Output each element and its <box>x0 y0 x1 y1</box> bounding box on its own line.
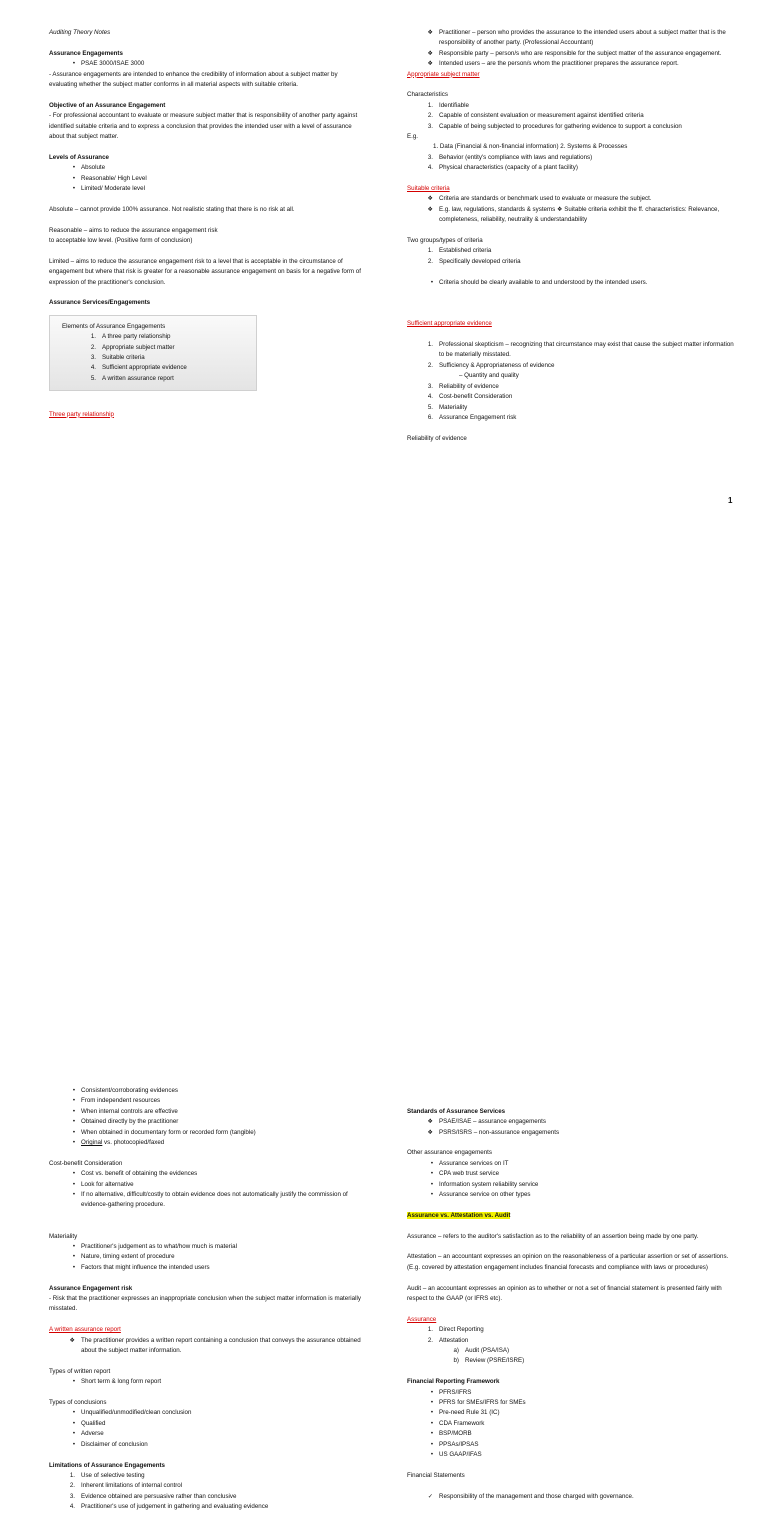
list-marker: • <box>72 1243 75 1251</box>
spacer <box>407 1200 740 1210</box>
list-marker: • <box>72 1419 75 1427</box>
paragraph: Audit – an accountant expresses an opinion as to whether or not a set of financial statement is presented fairly with respect to the GAAP (or IFRS etc). <box>407 1284 722 1303</box>
subsection-heading: Appropriate subject matter <box>407 70 480 78</box>
list-item <box>407 413 740 423</box>
list-marker: 2. <box>69 1482 75 1490</box>
list-item <box>49 1502 363 1512</box>
list-marker: 1. <box>427 1326 433 1334</box>
list-item <box>407 1398 740 1408</box>
subsection-heading: Suitable criteria <box>407 185 450 193</box>
list-item <box>49 1419 363 1429</box>
list-item <box>407 1180 740 1190</box>
list-item <box>407 1356 740 1366</box>
list-marker: • <box>72 1107 75 1115</box>
list-item <box>49 1471 363 1481</box>
spacer <box>49 90 363 100</box>
list-marker: 2. <box>427 361 433 369</box>
highlighted-heading: Assurance vs. Attestation vs. Audit <box>407 1211 511 1219</box>
list-item <box>49 1408 363 1418</box>
page-2-left-column <box>49 1086 363 1513</box>
list-marker: b) <box>453 1357 459 1365</box>
list-marker: ❖ <box>427 195 433 203</box>
subsection-heading: A written assurance report <box>49 1326 121 1334</box>
spacer <box>49 142 363 152</box>
spacer <box>407 1096 740 1106</box>
list-marker: • <box>72 1378 75 1386</box>
list-item <box>49 1117 363 1127</box>
list-marker: 3. <box>427 382 433 390</box>
spacer <box>407 174 740 184</box>
spacer <box>49 399 363 409</box>
list-marker: • <box>72 1440 75 1448</box>
list-marker: ❖ <box>427 1118 433 1126</box>
spacer <box>407 267 740 277</box>
section-heading: Standards of Assurance Services <box>407 1107 506 1115</box>
list-item-text: If no alternative, difficult/costly to obtain evidence does not automatically justify the commission of evidence-gathering procedure. <box>81 1191 348 1209</box>
spacer <box>407 1481 740 1491</box>
list-item-text: Intended users – are the person/s whom the practitioner prepares the assurance report. <box>439 60 679 68</box>
list-marker: 6. <box>427 413 433 421</box>
list-marker: • <box>430 278 433 286</box>
underlined-word: Original <box>81 1139 103 1147</box>
list-item <box>407 403 740 413</box>
list-item <box>407 194 740 204</box>
list-item-text: Information system reliability service <box>439 1180 539 1188</box>
list-item-text: Criteria are standards or benchmark used to evaluate or measure the subject. <box>439 195 652 203</box>
spacer <box>407 1460 740 1470</box>
list-item-text: Cost-benefit Consideration <box>439 393 513 401</box>
list-item-text: Assurance Engagement risk <box>439 413 517 421</box>
document-page-1 <box>0 0 768 512</box>
list-item-text: Absolute <box>81 164 106 172</box>
list-item-text: Obtained directly by the practitioner <box>81 1118 179 1126</box>
list-item-text: Unqualified/unmodified/clean conclusion <box>81 1409 192 1417</box>
list-marker: • <box>72 1118 75 1126</box>
list-item <box>407 246 740 256</box>
list-item <box>49 1096 363 1106</box>
list-item-text: Limited/ Moderate level <box>81 185 145 193</box>
list-item <box>407 1159 740 1169</box>
list-marker: 4. <box>427 393 433 401</box>
list-item <box>407 278 740 288</box>
list-marker: 4. <box>90 364 96 372</box>
list-item <box>407 153 740 163</box>
spacer <box>407 423 740 433</box>
list-item-text: Nature, timing extent of procedure <box>81 1253 175 1261</box>
list-item <box>407 1450 740 1460</box>
elements-box <box>49 315 257 391</box>
list-item <box>49 1492 363 1502</box>
paragraph: E.g. <box>407 133 419 141</box>
box-list-item <box>62 374 248 384</box>
list-item-text: Identifiable <box>439 101 469 109</box>
section-heading: Objective of an Assurance Engagement <box>49 101 166 109</box>
list-item <box>49 1429 363 1439</box>
list-marker: 2. <box>427 257 433 265</box>
list-marker: • <box>72 1253 75 1261</box>
list-item <box>49 1169 363 1179</box>
list-item <box>407 101 740 111</box>
list-item-text: Evidence obtained are persuasive rather than conclusive <box>81 1492 237 1500</box>
section-heading: Assurance Services/Engagements <box>49 299 151 307</box>
list-item <box>49 1336 363 1357</box>
list-item <box>407 361 740 371</box>
list-marker: • <box>430 1399 433 1407</box>
section-heading: Financial Reporting Framework <box>407 1378 500 1386</box>
list-item-text: Established criteria <box>439 247 492 255</box>
list-item-text: Adverse <box>81 1430 104 1438</box>
list-item-text: When obtained in documentary form or recorded form (tangible) <box>81 1128 256 1136</box>
spacer <box>407 226 740 236</box>
list-item-text: Specifically developed criteria <box>439 257 521 265</box>
list-marker: • <box>72 1430 75 1438</box>
paragraph: Assurance – refers to the auditor's satisfaction as to the reliability of an assertion being made by one party. <box>407 1232 699 1240</box>
paragraph: 1. Data (Financial & non-financial information) 2. Systems & Processes <box>433 143 628 151</box>
spacer <box>49 1315 363 1325</box>
paragraph: Two groups/types of criteria <box>407 237 483 245</box>
list-item-text: PPSAs/IPSAS <box>439 1440 479 1448</box>
list-item-text: Responsible party – person/s who are responsible for the subject matter of the assurance engagement. <box>439 49 722 57</box>
spacer <box>407 1273 740 1283</box>
paragraph: - For professional accountant to evaluate or measure subject matter that is responsibility of another party against identified suitable criteria and to express a conclusion that provides the intended user with a level of assurance about that subject matter. <box>49 112 358 141</box>
section-heading: Assurance Engagements <box>49 49 123 57</box>
list-item <box>49 1138 363 1148</box>
list-marker: 3. <box>69 1492 75 1500</box>
subsection-heading: Sufficient appropriate evidence <box>407 320 492 328</box>
box-list-item <box>62 353 248 363</box>
list-marker: • <box>430 1409 433 1417</box>
list-item-text: Practitioner's judgement as to what/how much is material <box>81 1243 237 1251</box>
list-item-text: Assurance services on IT <box>439 1159 509 1167</box>
document-title: Auditing Theory Notes <box>49 29 111 36</box>
list-item-text: Attestation <box>439 1336 469 1344</box>
list-item <box>407 1440 740 1450</box>
spacer <box>49 1356 363 1366</box>
list-item <box>407 340 740 361</box>
paragraph: Reasonable – aims to reduce the assurance engagement risk <box>49 226 218 234</box>
list-item-text: PSAE 3000/ISAE 3000 <box>81 60 145 68</box>
list-item <box>407 49 740 59</box>
list-marker: 1. <box>427 247 433 255</box>
list-marker: • <box>72 1191 75 1199</box>
list-marker: • <box>72 60 75 68</box>
list-item-text: Pre-need Rule 31 (IC) <box>439 1409 500 1417</box>
paragraph: Types of conclusions <box>49 1399 107 1407</box>
list-item-text: The practitioner provides a written report containing a conclusion that conveys the assurance obtained about the subject matter information. <box>81 1336 361 1355</box>
list-item-text: Practitioner – person who provides the assurance to the intended users about a subject matter that is the responsibility of another party. (Professional Accountant) <box>439 29 726 47</box>
paragraph: Absolute – cannot provide 100% assurance. Not realistic stating that there is no risk at all. <box>49 205 295 213</box>
list-marker: • <box>72 164 75 172</box>
list-item <box>407 257 740 267</box>
list-marker: • <box>72 185 75 193</box>
spacer <box>49 1450 363 1460</box>
spacer <box>407 309 740 319</box>
spacer <box>49 1221 363 1231</box>
list-marker: 3. <box>427 153 433 161</box>
list-item <box>407 382 740 392</box>
list-marker: 4. <box>69 1503 75 1511</box>
page-1-right-column <box>407 28 740 444</box>
paragraph: - Risk that the practitioner expresses an inappropriate conclusion when the subject matter information is materially misstated. <box>49 1295 361 1313</box>
spacer <box>49 1388 363 1398</box>
list-item-text: Use of selective testing <box>81 1471 145 1479</box>
list-item <box>407 122 740 132</box>
paragraph: Characteristics <box>407 91 448 99</box>
spacer <box>407 1221 740 1231</box>
list-item <box>49 1481 363 1491</box>
paragraph: - Assurance engagements are intended to enhance the credibility of information about a subject matter by evaluating whether the subject matter conforms in all material aspects with suitable criteria. <box>49 70 338 89</box>
list-item <box>407 392 740 402</box>
list-marker: • <box>430 1430 433 1438</box>
list-item <box>49 1263 363 1273</box>
list-item-text: Short term & long form report <box>81 1378 162 1386</box>
list-item-text: Inherent limitations of internal control <box>81 1482 183 1490</box>
paragraph: Financial Statements <box>407 1471 465 1479</box>
list-item-text: When internal controls are effective <box>81 1107 178 1115</box>
list-item-text: Review (PSRE/ISRE) <box>465 1357 525 1365</box>
list-item-text: From independent resources <box>81 1097 161 1105</box>
list-item <box>407 205 740 226</box>
list-marker: • <box>430 1159 433 1167</box>
list-marker: 1. <box>69 1471 75 1479</box>
paragraph: to acceptable low level. (Positive form of conclusion) <box>49 237 193 245</box>
list-item <box>49 1242 363 1252</box>
list-item-text: Cost vs. benefit of obtaining the evidences <box>81 1170 198 1178</box>
paragraph: Types of written report <box>49 1367 111 1375</box>
list-marker: • <box>72 1180 75 1188</box>
list-marker: 5. <box>90 374 96 382</box>
paragraph: Other assurance engagements <box>407 1149 492 1157</box>
document-page-2 <box>0 512 768 1511</box>
list-item-text: Appropriate subject matter <box>102 343 175 351</box>
page-2-right-column <box>407 1086 740 1502</box>
page-1-left-column <box>49 28 363 420</box>
list-item-text: BSP/MORB <box>439 1430 472 1438</box>
list-item <box>49 174 363 184</box>
list-item-text: Original vs. photocopied/faxed <box>81 1139 165 1147</box>
list-marker: 4. <box>427 164 433 172</box>
list-item-text: PSAE/ISAE – assurance engagements <box>439 1118 546 1126</box>
list-marker: • <box>72 1128 75 1136</box>
list-item-text: Capable of consistent evaluation or measurement against identified criteria <box>439 112 644 120</box>
section-heading: Levels of Assurance <box>49 153 109 161</box>
list-marker: ❖ <box>427 1128 433 1136</box>
list-item-text: Materiality <box>439 403 468 411</box>
list-item-text: Suitable criteria <box>102 354 145 362</box>
list-item-text: Physical characteristics (capacity of a plant facility) <box>439 164 578 172</box>
page-number: 1 <box>728 496 733 505</box>
list-marker: • <box>72 1263 75 1271</box>
list-marker: • <box>72 1139 75 1147</box>
list-item <box>407 163 740 173</box>
list-item-text: Practitioner's use of judgement in gathering and evaluating evidence <box>81 1503 269 1511</box>
list-marker: 1. <box>90 333 96 341</box>
list-marker: • <box>430 1451 433 1459</box>
list-item-text: Criteria should be clearly available to and understood by the intended users. <box>439 278 648 286</box>
list-item-text: PFRS/IFRS <box>439 1388 472 1396</box>
list-marker: • <box>430 1191 433 1199</box>
list-item <box>49 1377 363 1387</box>
spacer <box>49 1148 363 1158</box>
list-item <box>407 1419 740 1429</box>
list-marker: • <box>72 174 75 182</box>
list-item <box>49 1190 363 1211</box>
subsection-heading: Assurance <box>407 1315 437 1323</box>
list-marker: • <box>72 1170 75 1178</box>
list-item-text: E.g. law, regulations, standards & systems ❖ Suitable criteria exhibit the ff. characteristics: Relevance, completeness, reliability, neutrality & understandability <box>439 205 720 224</box>
list-item <box>407 1190 740 1200</box>
list-item-text: A written assurance report <box>102 374 174 382</box>
list-marker: • <box>430 1419 433 1427</box>
list-item-text: Sufficiency & Appropriateness of evidence <box>439 361 555 369</box>
list-item <box>49 1128 363 1138</box>
spacer <box>49 38 363 48</box>
list-marker: ❖ <box>427 49 433 57</box>
list-item <box>407 1408 740 1418</box>
box-title: Elements of Assurance Engagements <box>62 322 166 330</box>
spacer <box>407 298 740 308</box>
list-item-text: Reasonable/ High Level <box>81 174 147 182</box>
list-marker: ✓ <box>427 1492 433 1500</box>
box-list-item <box>62 363 248 373</box>
list-item-text: PFRS for SMEs/IFRS for SMEs <box>439 1399 526 1407</box>
list-marker: 5. <box>427 403 433 411</box>
list-item <box>49 1440 363 1450</box>
spacer <box>407 1138 740 1148</box>
list-item-text: Capable of being subjected to procedures for gathering evidence to support a conclusion <box>439 122 682 130</box>
section-heading: Limitations of Assurance Engagements <box>49 1461 165 1469</box>
spacer <box>49 246 363 256</box>
spacer <box>407 1367 740 1377</box>
list-marker: ❖ <box>427 205 433 213</box>
list-marker: • <box>430 1170 433 1178</box>
list-item <box>407 1128 740 1138</box>
spacer <box>49 1211 363 1221</box>
list-item-text: CDA Framework <box>439 1419 485 1427</box>
list-marker: 2. <box>427 112 433 120</box>
spacer <box>49 194 363 204</box>
list-marker: 1. <box>427 101 433 109</box>
list-item <box>407 1169 740 1179</box>
spacer <box>407 1304 740 1314</box>
list-item <box>49 1252 363 1262</box>
list-item-text: Responsibility of the management and those charged with governance. <box>439 1492 634 1500</box>
list-item-text: Audit (PSA/ISA) <box>465 1347 510 1355</box>
list-item-text: Qualified <box>81 1419 106 1427</box>
spacer <box>49 288 363 298</box>
list-item <box>407 59 740 69</box>
list-item <box>49 184 363 194</box>
list-marker: 1. <box>427 341 433 349</box>
list-item-text: US GAAP/IFAS <box>439 1451 482 1459</box>
list-marker: • <box>72 1087 75 1094</box>
list-item-text: Disclaimer of conclusion <box>81 1440 148 1448</box>
list-item <box>49 1180 363 1190</box>
list-item <box>49 163 363 173</box>
list-item-text: Assurance service on other types <box>439 1191 531 1199</box>
list-item-text: Factors that might influence the intended users <box>81 1263 210 1271</box>
list-marker: • <box>430 1388 433 1396</box>
box-list-item <box>62 343 248 353</box>
list-item-text: Reliability of evidence <box>439 382 499 390</box>
spacer <box>407 80 740 90</box>
list-item <box>49 59 363 69</box>
list-item-text: Behavior (entity's compliance with laws and regulations) <box>439 153 593 161</box>
subsection-heading: Three party relationship <box>49 410 115 418</box>
list-item-text: Sufficient appropriate evidence <box>102 364 187 372</box>
list-item-text: A three party relationship <box>102 333 171 341</box>
paragraph: Attestation – an accountant expresses an opinion on the reasonableness of a particular assertion or set of assertions. (E.g. covered by attestation engagement includes financial forecasts and compliance with laws or procedures) <box>407 1253 729 1271</box>
list-item <box>407 1336 740 1346</box>
list-item-text: Look for alternative <box>81 1180 134 1188</box>
list-marker: • <box>72 1097 75 1105</box>
list-item-text: Consistent/corroborating evidences <box>81 1087 178 1094</box>
list-marker: ❖ <box>427 29 433 36</box>
list-marker: 2. <box>90 343 96 351</box>
list-item <box>407 1492 740 1502</box>
list-marker: 3. <box>427 122 433 130</box>
spacer <box>49 1273 363 1283</box>
list-item-text: Professional skepticism – recognizing that circumstance may exist that cause the subject matter information to be materially misstated. <box>439 341 734 359</box>
spacer <box>407 1242 740 1252</box>
list-item <box>49 1086 363 1096</box>
list-item <box>407 1325 740 1335</box>
list-marker: • <box>430 1180 433 1188</box>
list-marker: 3. <box>90 354 96 362</box>
list-marker: ❖ <box>69 1336 75 1344</box>
paragraph: Cost-benefit Consideration <box>49 1159 123 1167</box>
paragraph: Materiality <box>49 1232 78 1240</box>
list-item-text: PSRS/ISRS – non-assurance engagements <box>439 1128 560 1136</box>
spacer <box>407 288 740 298</box>
box-list-item <box>62 332 248 342</box>
list-item <box>407 111 740 121</box>
spacer <box>49 215 363 225</box>
list-marker: • <box>72 1409 75 1417</box>
list-item-text: CPA web trust service <box>439 1170 500 1178</box>
list-item <box>407 1117 740 1127</box>
list-item-text: Direct Reporting <box>439 1326 484 1334</box>
section-heading: Assurance Engagement risk <box>49 1284 133 1292</box>
list-marker: a) <box>453 1347 459 1355</box>
list-item <box>407 1346 740 1356</box>
list-marker: • <box>430 1440 433 1448</box>
list-marker: 2. <box>427 1336 433 1344</box>
list-item <box>49 1107 363 1117</box>
list-item <box>407 28 740 49</box>
paragraph: – Quantity and quality <box>459 372 519 380</box>
spacer <box>407 330 740 340</box>
spacer <box>407 1086 740 1096</box>
list-marker: ❖ <box>427 60 433 68</box>
list-item <box>407 1429 740 1439</box>
paragraph: Reliability of evidence <box>407 434 467 442</box>
paragraph: Limited – aims to reduce the assurance engagement risk to a level that is acceptable in the circumstance of engagement but where that risk is greater for a reasonable assurance engagement on basis for a negative form of expression of the practitioner's conclusion. <box>49 257 361 286</box>
list-item <box>407 1388 740 1398</box>
